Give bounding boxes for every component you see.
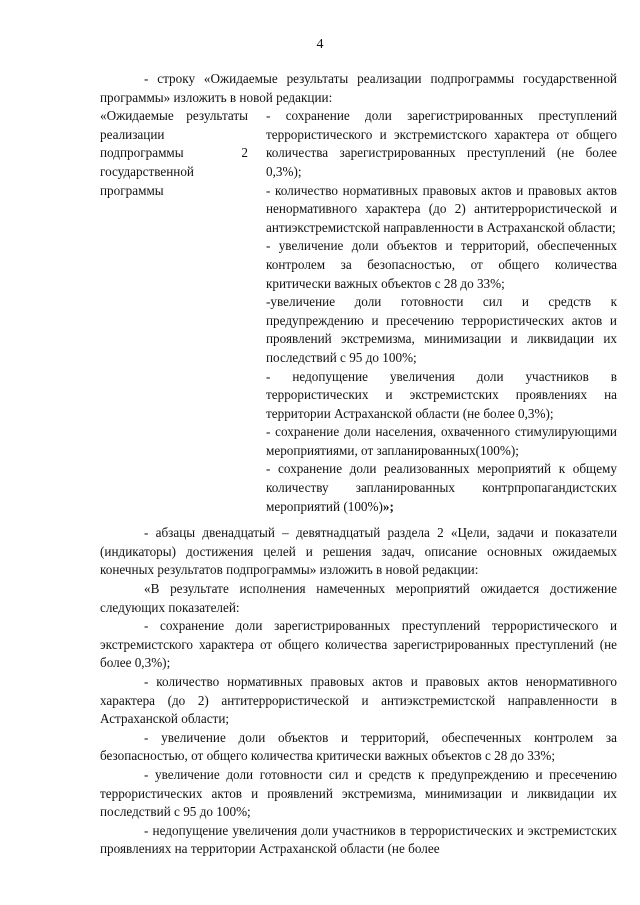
table-item: -увеличение доли готовности сил и средств к предупреждению и пресечению террористических актов и проявлений экстремизма, минимизации и ликвидации их последствий с 95 до 100%; <box>266 294 617 365</box>
body-paragraph: - сохранение доли зарегистрированных преступлений террористического и экстремистского характера от общего количества зарегистрированных преступлений (не более 0,3%); <box>100 618 617 671</box>
body-paragraph: - увеличение доли готовности сил и средств к предупреждению и пресечению террористических актов и проявлений экстремизма, минимизации и ликвидации их последствий с 95 до 100%; <box>100 766 617 820</box>
closing-mark: »; <box>382 498 394 514</box>
body-paragraph: - абзацы двенадцатый – девятнадцатый раздела 2 «Цели, задачи и показатели (индикаторы) достижения целей и решения задач, описание основных ожидаемых конечных результатов подпрограммы» изложить в новой редакции: <box>100 525 617 578</box>
table-item-last <box>266 460 617 516</box>
body-paragraph: «В результате исполнения намеченных мероприятий ожидается достижение следующих показателей: <box>100 581 617 615</box>
intro-paragraph: - строку «Ожидаемые результаты реализации подпрограммы государственной программы» изложить в новой редакции: <box>100 71 617 105</box>
table-item: - сохранение доли зарегистрированных преступлений террористического и экстремистского характера от общего количества зарегистрированных преступлений (не более 0,3%); <box>266 108 617 179</box>
body-paragraph: - количество нормативных правовых актов и правовых актов ненормативного характера (до 2) антитеррористической и антиэкстремистской направленности в Астраханской области; <box>100 674 617 727</box>
table-item-text: - сохранение доли реализованных мероприятий к общему количеству запланированных контрпропагандистских мероприятий (100%) <box>266 461 617 514</box>
table-item: - количество нормативных правовых актов и правовых актов ненормативного характера (до 2) антитеррористической и антиэкстремистской направленности в Астраханской области; <box>266 182 617 235</box>
document-body <box>100 70 617 859</box>
body-paragraph: - недопущение увеличения доли участников в террористических и экстремистских проявлениях на территории Астраханской области (не более <box>100 822 617 857</box>
table-right-column <box>248 107 617 516</box>
table-item: - недопущение увеличения доли участников в террористических и экстремистских проявлениях на территории Астраханской области (не более 0,3%); <box>266 368 617 421</box>
table-item: - сохранение доли населения, охваченного стимулирующими мероприятиями, от запланированных(100%); <box>266 424 617 458</box>
page-number: 4 <box>316 37 324 52</box>
table-left-label: «Ожидаемые результаты реализации подпрограммы 2 государственной программы <box>100 108 248 198</box>
table-item: - увеличение доли объектов и территорий, обеспеченных контролем за безопасностью, от общего количества критически важных объектов с 28 до 33%; <box>266 238 617 291</box>
results-table <box>100 107 617 516</box>
body-paragraph: - увеличение доли объектов и территорий, обеспеченных контролем за безопасностью, от общего количества критически важных объектов с 28 до 33%; <box>100 729 617 764</box>
